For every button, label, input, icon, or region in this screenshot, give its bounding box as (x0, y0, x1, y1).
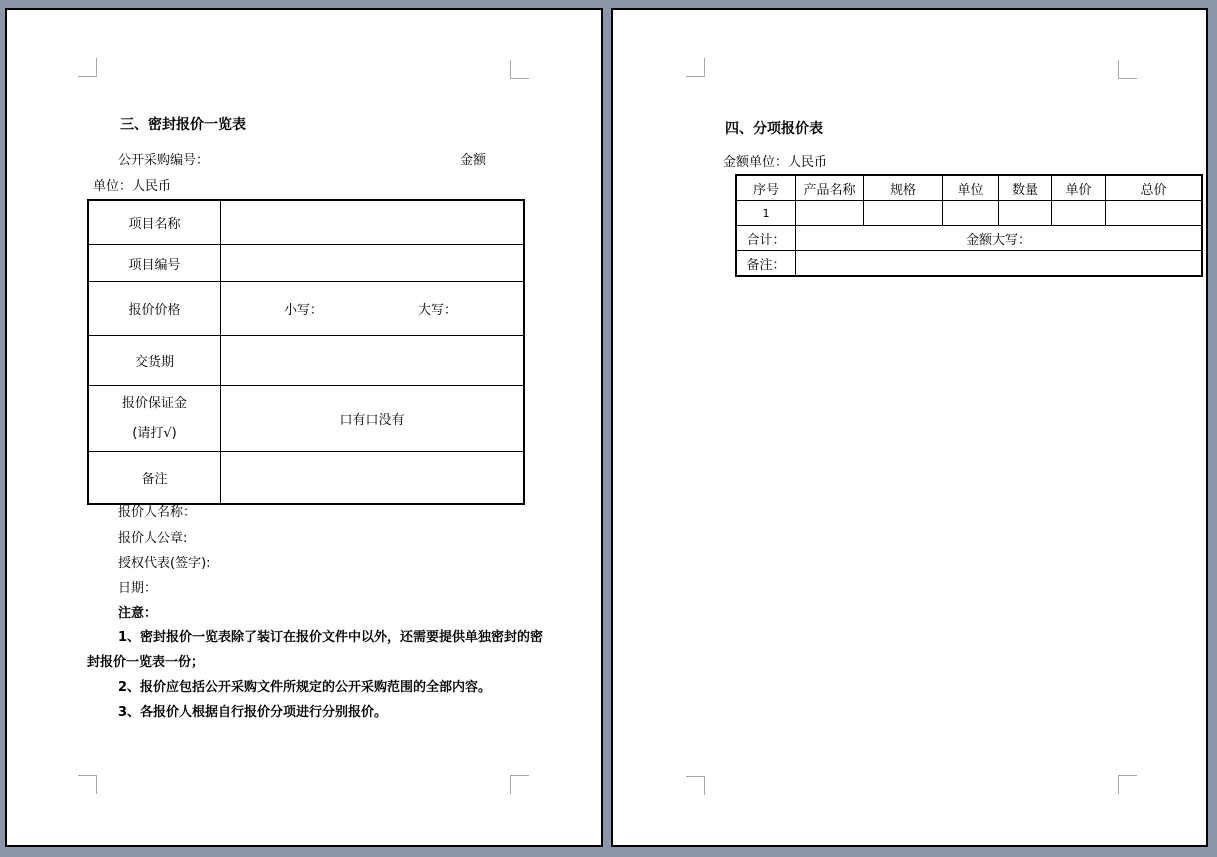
product-name-cell[interactable] (796, 201, 864, 226)
row-label-remarks: 备注 (88, 452, 221, 505)
header-unit: 单位 (943, 175, 999, 201)
row-label-delivery-period: 交货期 (88, 336, 221, 386)
specification-cell[interactable] (864, 201, 943, 226)
notice-item-1-line-2: 封报价一览表一份； (87, 655, 205, 670)
table-row (736, 201, 1202, 226)
notice-item-2: 2、报价应包括公开采购文件所规定的公开采购范围的全部内容。 (118, 680, 492, 695)
document-page-right[interactable] (611, 8, 1208, 847)
crop-mark-top-right-icon (510, 60, 529, 79)
table-header-row (736, 175, 1202, 201)
project-number-cell[interactable] (221, 245, 525, 282)
row-label-bid-bond (88, 386, 221, 452)
authorized-representative-label: 授权代表(签字): (118, 556, 211, 571)
table-row (88, 452, 524, 505)
project-name-cell[interactable] (221, 200, 525, 245)
header-total-price: 总价 (1106, 175, 1203, 201)
table-row (88, 200, 524, 245)
document-page-left[interactable] (5, 8, 603, 847)
section-title-sealed-quotation: 三、密封报价一览表 (120, 117, 246, 133)
header-quantity: 数量 (999, 175, 1052, 201)
bidder-name-label: 报价人名称： (118, 505, 197, 520)
crop-mark-top-left-icon (686, 58, 705, 77)
currency-unit-label: 单位：人民币 (93, 179, 172, 194)
amount-in-words-cell[interactable]: 金额大写： (796, 226, 1203, 251)
row-label-project-number: 项目编号 (88, 245, 221, 282)
table-row (88, 386, 524, 452)
crop-mark-top-right-icon (1118, 60, 1137, 79)
unit-price-cell[interactable] (1052, 201, 1106, 226)
total-price-cell[interactable] (1106, 201, 1203, 226)
quantity-cell[interactable] (999, 201, 1052, 226)
date-label: 日期： (118, 581, 158, 596)
header-unit-price: 单价 (1052, 175, 1106, 201)
remark-label-cell: 备注： (736, 251, 796, 277)
remark-value-cell[interactable] (796, 251, 1203, 277)
notice-heading: 注意： (118, 606, 158, 621)
delivery-period-cell[interactable] (221, 336, 525, 386)
table-row (88, 245, 524, 282)
table-row (88, 336, 524, 386)
crop-mark-bottom-right-icon (1118, 775, 1137, 794)
header-product-name: 产品名称 (796, 175, 864, 201)
total-label-cell: 合计： (736, 226, 796, 251)
table-row (736, 226, 1202, 251)
bid-bond-label-line1: 报价保证金 (121, 396, 187, 411)
amount-word-fragment: 金额 (460, 153, 487, 168)
header-specification: 规格 (864, 175, 943, 201)
price-in-words-label: 大写： (418, 303, 458, 318)
price-in-figures-label: 小写： (284, 303, 324, 318)
row-label-quotation-price: 报价价格 (88, 282, 221, 336)
table-row (736, 251, 1202, 277)
section-title-itemized-quotation: 四、分项报价表 (725, 121, 823, 137)
table-row (88, 282, 524, 336)
crop-mark-top-left-icon (78, 58, 97, 77)
bidder-seal-label: 报价人公章: (118, 531, 188, 546)
row-label-project-name: 项目名称 (88, 200, 221, 245)
procurement-number-label: 公开采购编号： (118, 153, 210, 168)
unit-cell[interactable] (943, 201, 999, 226)
quotation-price-cell[interactable] (221, 282, 525, 336)
itemized-quotation-table (735, 174, 1203, 277)
serial-number-cell: 1 (736, 201, 796, 226)
bid-bond-label-line2: (请打√) (132, 426, 177, 441)
header-serial-number: 序号 (736, 175, 796, 201)
sealed-quotation-table (87, 199, 525, 505)
remarks-cell[interactable] (221, 452, 525, 505)
currency-unit-label: 金额单位：人民币 (723, 155, 828, 170)
notice-item-1-line-1: 1、密封报价一览表除了装订在报价文件中以外，还需要提供单独密封的密 (118, 630, 544, 645)
notice-item-3: 3、各报价人根据自行报价分项进行分别报价。 (118, 705, 388, 720)
crop-mark-bottom-left-icon (686, 776, 705, 795)
crop-mark-bottom-left-icon (78, 775, 97, 794)
bid-bond-checkbox-cell[interactable]: 口有口没有 (221, 386, 525, 452)
crop-mark-bottom-right-icon (510, 775, 529, 794)
